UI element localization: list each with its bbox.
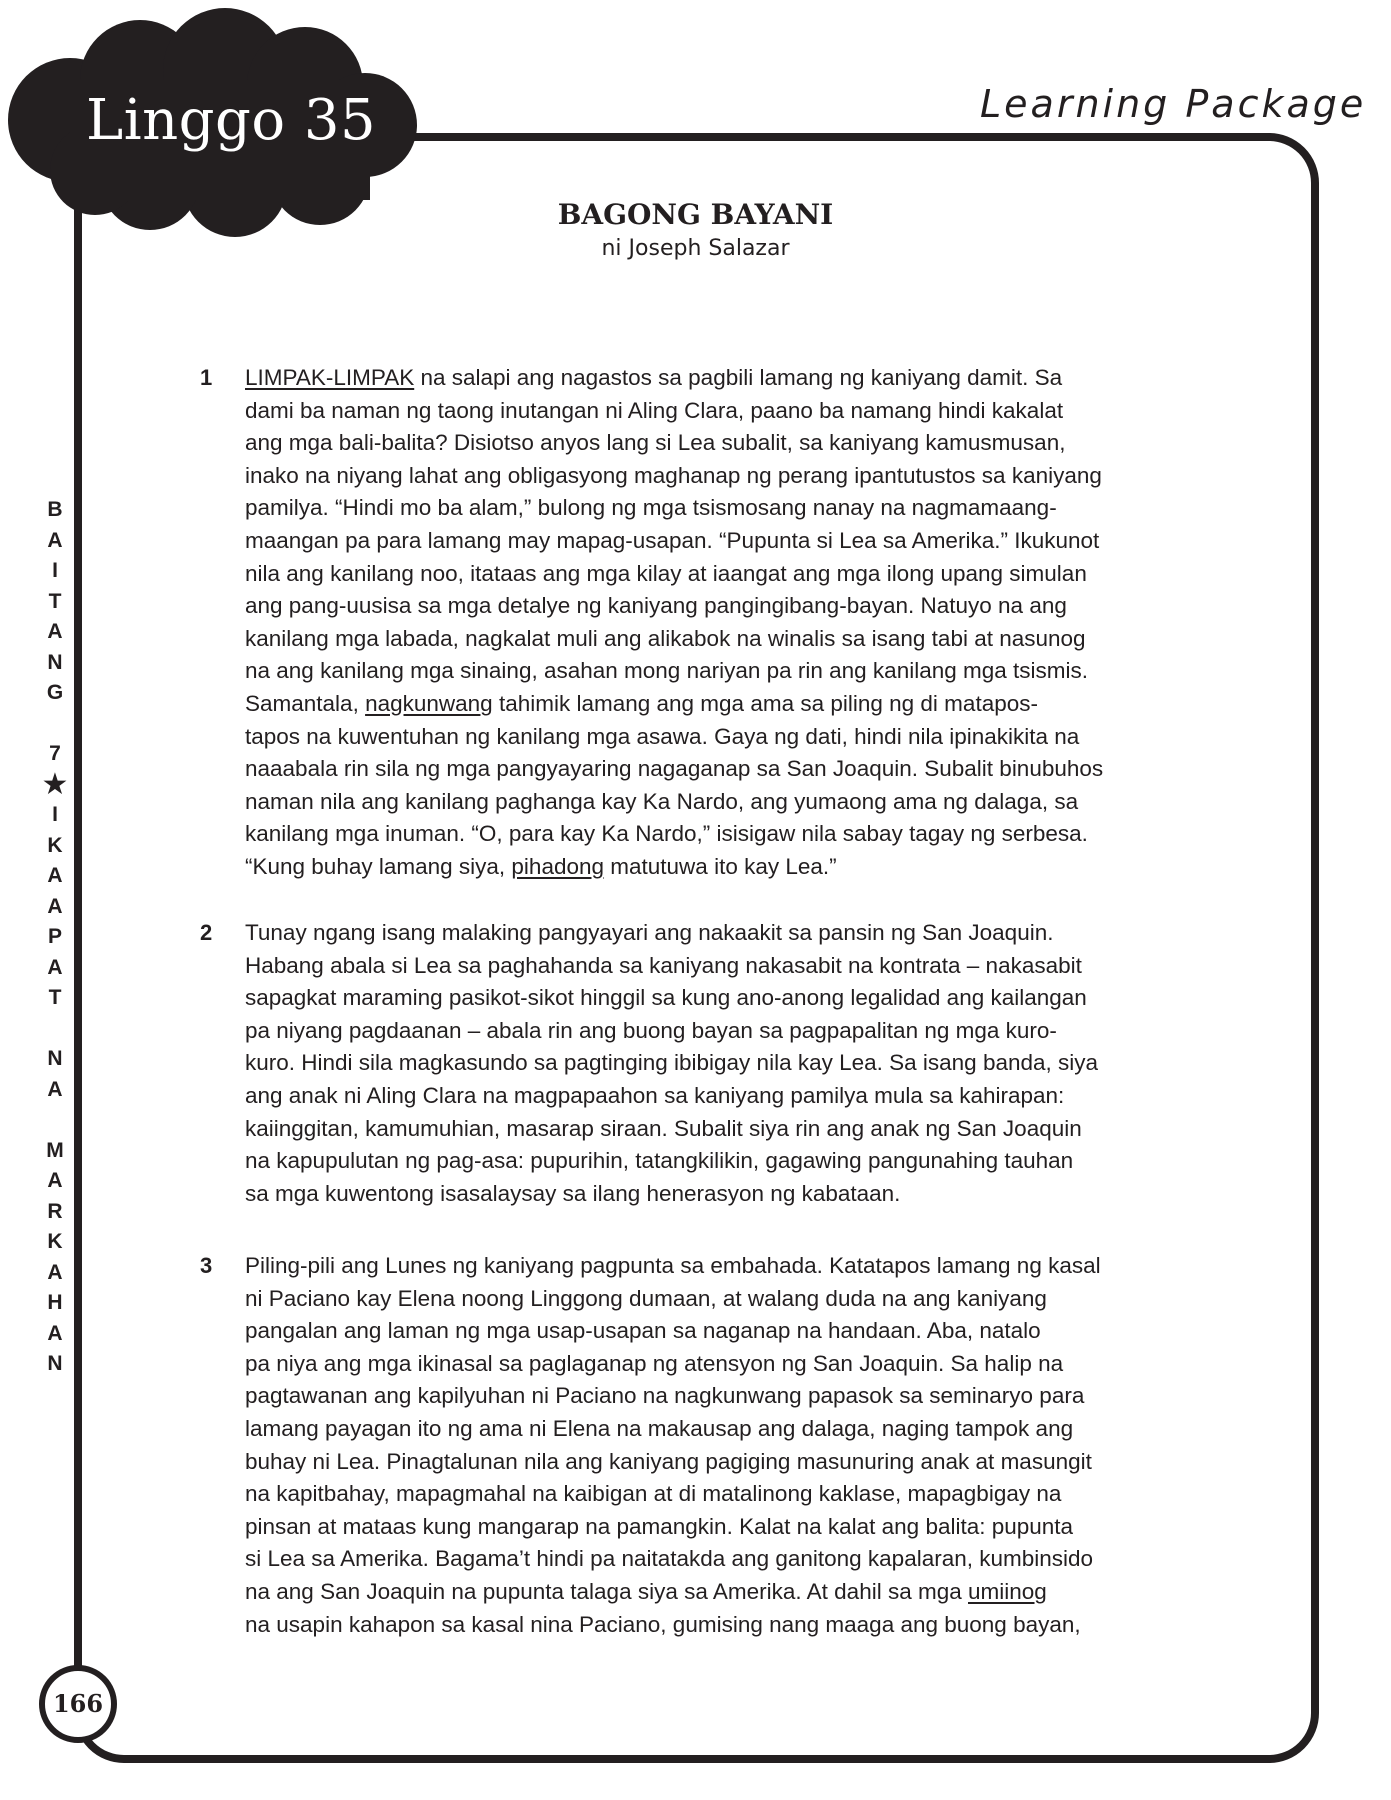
text-line <box>245 1478 1101 1511</box>
side-letter: K <box>47 1230 63 1253</box>
side-letter: A <box>47 1077 63 1101</box>
side-gap <box>40 709 70 740</box>
text-line <box>245 1315 1101 1348</box>
story-title: BAGONG BAYANI <box>557 198 834 231</box>
side-letter: R <box>47 1199 63 1223</box>
text-line <box>245 362 1103 395</box>
side-letter: T <box>48 589 62 613</box>
paragraph-text <box>245 362 1103 884</box>
text-line <box>245 1511 1101 1544</box>
text-segment: maangan pa para lamang may mapag-usapan. “Pupunta si Lea sa Amerika.” Ikukunot <box>245 527 1100 553</box>
text-segment: na kapitbahay, mapagmahal na kaibigan at di matalinong kaklase, mapagbigay na <box>245 1481 1062 1507</box>
text-segment: kanilang mga inuman. “O, para kay Ka Nardo,” isisigaw nila sabay tagay ng serbesa. <box>245 821 1088 847</box>
text-line <box>245 950 1098 983</box>
text-line <box>245 558 1103 591</box>
page-number-badge <box>39 1665 117 1743</box>
text-segment: Habang abala si Lea sa paghahanda sa kaniyang nakasabit na kontrata – nakasabit <box>245 952 1082 978</box>
side-letter: A <box>47 894 63 918</box>
text-segment: kuro. Hindi sila magkasundo sa pagtinging ibibigay nila kay Lea. Sa isang banda, siya <box>245 1050 1099 1076</box>
side-letter: H <box>47 1291 63 1314</box>
text-segment: kaiinggitan, kamumuhian, masarap siraan. Subalit siya rin ang anak ng San Joaquin <box>245 1115 1082 1141</box>
side-letter: A <box>47 620 63 643</box>
text-line <box>245 1413 1101 1446</box>
text-line <box>245 1446 1101 1479</box>
text-segment: pamilya. “Hindi mo ba alam,” bulong ng mga tsismosang nanay na nagmamaang- <box>245 495 1057 521</box>
text-line <box>245 1609 1101 1642</box>
side-letter: I <box>52 803 58 826</box>
paragraph-text <box>245 917 1098 1210</box>
text-segment: matutuwa ito kay Lea.” <box>604 853 837 879</box>
text-line <box>245 1015 1098 1048</box>
side-letter: A <box>47 528 63 552</box>
text-line <box>245 492 1103 525</box>
side-letter: A <box>47 955 63 979</box>
text-segment: ang anak ni Aling Clara na magpapaahon sa kaniyang pamilya mula sa kahirapan: <box>245 1082 1065 1108</box>
text-line <box>245 395 1103 428</box>
text-segment: si Lea sa Amerika. Bagama’t hindi pa naitatakda ang ganitong kapalaran, kumbinsido <box>245 1546 1094 1572</box>
text-segment: na kapupulutan ng pag-asa: pupurihin, tatangkilikin, gagawing pangunahing tauhan <box>245 1148 1074 1174</box>
text-segment: ang pang-uusisa sa mga detalye ng kaniyang pangingibang-bayan. Natuyo na ang <box>245 593 1067 619</box>
paragraph-number: 3 <box>200 1253 213 1278</box>
text-segment: ang mga bali-balita? Disiotso anyos lang si Lea subalit, sa kaniyang kamusmusan, <box>245 430 1066 456</box>
text-segment: inako na niyang lahat ang obligasyong maghanap ng perang ipantutustos sa kaniyang <box>245 462 1102 488</box>
text-line <box>245 688 1103 721</box>
vocabulary-word: LIMPAK-LIMPAK <box>245 365 415 390</box>
week-label: Linggo 35 <box>86 88 377 153</box>
side-letter: A <box>47 1321 63 1345</box>
vocabulary-word: umiinog <box>968 1578 1047 1604</box>
side-gap <box>40 1105 70 1136</box>
text-line <box>245 460 1103 493</box>
side-letter: I <box>52 559 58 582</box>
side-letter: T <box>48 986 62 1009</box>
text-segment: naman nila ang kanilang paghanga kay Ka Nardo, ang yumaong ama ng dalaga, sa <box>245 788 1079 814</box>
text-segment: ni Paciano kay Elena noong Linggong dumaan, at walang duda na ang kaniyang <box>245 1285 1047 1311</box>
text-segment: buhay ni Lea. Pinagtalunan nila ang kaniyang pagiging masunuring anak at masungit <box>245 1448 1092 1474</box>
text-line <box>245 753 1103 786</box>
paragraph-text <box>245 1250 1101 1641</box>
side-letter: N <box>47 650 63 674</box>
text-segment: na usapin kahapon sa kasal nina Paciano, gumising nang maaga ang buong bayan, <box>245 1611 1081 1637</box>
text-line <box>245 851 1103 884</box>
text-line <box>245 1543 1101 1576</box>
side-letter: G <box>46 681 64 704</box>
text-line <box>245 655 1103 688</box>
text-line <box>245 982 1098 1015</box>
text-line <box>245 1145 1098 1178</box>
text-segment: pinsan at mataas kung mangarap na pamangkin. Kalat na kalat ang balita: pupunta <box>245 1513 1074 1539</box>
text-segment: “Kung buhay lamang siya, <box>245 853 512 879</box>
vocabulary-word: pihadong <box>511 853 605 879</box>
text-line <box>245 590 1103 623</box>
paragraph-number: 2 <box>200 920 213 945</box>
text-line <box>245 1283 1101 1316</box>
text-segment: Tunay ngang isang malaking pangyayari ang nakaakit sa pansin ng San Joaquin. <box>245 920 1054 945</box>
side-letter: A <box>47 864 63 887</box>
text-segment: na ang kanilang mga sinaing, asahan mong nariyan pa rin ang kanilang mga tsismis. <box>245 658 1089 684</box>
side-letter: A <box>47 1169 63 1192</box>
text-segment: Piling-pili ang Lunes ng kaniyang pagpunta sa embahada. Katatapos lamang ng kasal <box>245 1253 1101 1278</box>
text-segment: sapagkat maraming pasikot-sikot hinggil sa kung ano-anong legalidad ang kailangan <box>245 985 1087 1011</box>
side-letter: 7 <box>49 742 61 765</box>
star-icon: ★ <box>41 766 69 802</box>
text-segment: na salapi ang nagastos sa pagbili lamang ng kaniyang damit. Sa <box>414 365 1063 390</box>
story-author: ni Joseph Salazar <box>601 236 790 261</box>
text-line <box>245 721 1103 754</box>
text-segment: pangalan ang laman ng mga usap-usapan sa naganap na handaan. Aba, natalo <box>245 1318 1041 1344</box>
text-segment: lamang payagan ito ng ama ni Elena na makausap ang dalaga, naging tampok ang <box>245 1415 1074 1441</box>
text-line <box>245 917 1098 950</box>
text-line <box>245 1113 1098 1146</box>
side-letter: N <box>47 1352 63 1375</box>
text-line <box>245 525 1103 558</box>
side-letter: K <box>47 833 63 857</box>
text-line <box>245 1080 1098 1113</box>
side-letter: N <box>47 1047 63 1070</box>
text-segment: pa niyang pagdaanan – abala rin ang buong bayan sa pagpapalitan ng mga kuro- <box>245 1017 1057 1043</box>
page-number: 166 <box>52 1689 104 1718</box>
text-line <box>245 1348 1101 1381</box>
side-letter: P <box>47 925 62 948</box>
grade-quarter-side-label <box>40 495 70 1380</box>
learning-package-label: Learning Package <box>980 82 1367 126</box>
side-letter: B <box>47 498 63 521</box>
text-line <box>245 818 1103 851</box>
text-segment: tahimik lamang ang mga ama sa piling ng di matapos- <box>492 690 1038 716</box>
text-segment: Samantala, <box>245 690 366 716</box>
text-segment: na ang San Joaquin na pupunta talaga siya sa Amerika. At dahil sa mga <box>245 1578 968 1604</box>
text-line <box>245 786 1103 819</box>
text-line <box>245 1576 1101 1609</box>
text-segment: naaabala rin sila ng mga pangyayaring nagaganap sa San Joaquin. Subalit binubuhos <box>245 756 1104 782</box>
text-segment: sa mga kuwentong isasalaysay sa ilang henerasyon ng kabataan. <box>245 1180 901 1206</box>
text-line <box>245 427 1103 460</box>
text-segment: nila ang kanilang noo, itataas ang mga kilay at iaangat ang mga ilong upang simulan <box>245 560 1087 586</box>
text-segment: pagtawanan ang kapilyuhan ni Paciano na nagkunwang papasok sa seminaryo para <box>245 1383 1085 1409</box>
side-gap <box>40 1014 70 1045</box>
text-line <box>245 1047 1098 1080</box>
side-letter: A <box>47 1260 63 1284</box>
vocabulary-word: nagkunwang <box>365 690 493 716</box>
text-segment: pa niya ang mga ikinasal sa paglaganap ng atensyon ng San Joaquin. Sa halip na <box>245 1350 1064 1376</box>
text-line <box>245 1250 1101 1283</box>
text-line <box>245 1178 1098 1211</box>
text-segment: kanilang mga labada, nagkalat muli ang alikabok na winalis sa isang tabi at nasunog <box>245 625 1086 651</box>
text-line <box>245 1380 1101 1413</box>
text-segment: dami ba naman ng taong inutangan ni Aling Clara, paano ba namang hindi kakalat <box>245 397 1064 423</box>
text-line <box>245 623 1103 656</box>
side-letter: M <box>46 1138 64 1162</box>
paragraph-number: 1 <box>200 365 213 390</box>
text-segment: tapos na kuwentuhan ng kanilang mga asawa. Gaya ng dati, hindi nila ipinakikita na <box>245 723 1080 749</box>
